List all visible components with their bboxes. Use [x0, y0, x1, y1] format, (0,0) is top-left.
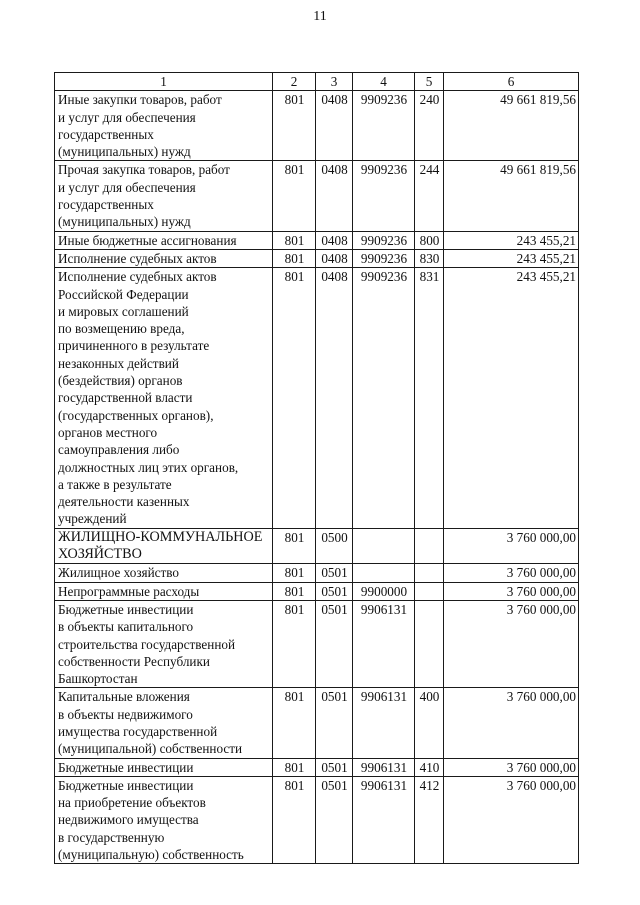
row-expense-type-cell: 400	[415, 688, 444, 758]
row-amount-cell: 3 760 000,00	[444, 776, 579, 863]
row-admin-code-cell: 801	[273, 600, 316, 687]
row-section-code-cell: 0501	[316, 776, 353, 863]
table-row	[55, 161, 579, 231]
column-header-5: 5	[415, 73, 444, 91]
row-name-cell: Бюджетные инвестиции	[55, 758, 273, 776]
row-expense-type-cell: 412	[415, 776, 444, 863]
row-name-cell: ЖИЛИЩНО-КОММУНАЛЬНОЕ ХОЗЯЙСТВО	[55, 528, 273, 564]
row-expense-type-cell: 240	[415, 91, 444, 161]
column-header-2: 2	[273, 73, 316, 91]
row-amount-cell: 3 760 000,00	[444, 582, 579, 600]
row-amount-cell: 3 760 000,00	[444, 688, 579, 758]
table-body	[55, 91, 579, 864]
row-admin-code-cell: 801	[273, 776, 316, 863]
table-row	[55, 231, 579, 249]
row-target-code-cell	[353, 564, 415, 582]
row-amount-cell: 3 760 000,00	[444, 528, 579, 564]
row-name-cell: Исполнение судебных актов	[55, 249, 273, 267]
budget-table	[54, 72, 579, 864]
row-section-code-cell: 0408	[316, 249, 353, 267]
row-expense-type-cell: 244	[415, 161, 444, 231]
row-amount-cell: 243 455,21	[444, 249, 579, 267]
column-header-4: 4	[353, 73, 415, 91]
row-target-code-cell: 9906131	[353, 600, 415, 687]
row-name-cell: Прочая закупка товаров, работ и услуг для обеспечения государственных (муниципальных) нужд	[55, 161, 273, 231]
table-row	[55, 688, 579, 758]
row-expense-type-cell: 830	[415, 249, 444, 267]
row-admin-code-cell: 801	[273, 161, 316, 231]
row-target-code-cell: 9909236	[353, 91, 415, 161]
row-target-code-cell: 9906131	[353, 758, 415, 776]
row-section-code-cell: 0501	[316, 600, 353, 687]
row-admin-code-cell: 801	[273, 91, 316, 161]
row-section-code-cell: 0501	[316, 758, 353, 776]
row-amount-cell: 49 661 819,56	[444, 161, 579, 231]
row-amount-cell: 49 661 819,56	[444, 91, 579, 161]
row-target-code-cell: 9909236	[353, 161, 415, 231]
row-amount-cell: 3 760 000,00	[444, 758, 579, 776]
row-expense-type-cell	[415, 564, 444, 582]
row-admin-code-cell: 801	[273, 231, 316, 249]
row-section-code-cell: 0408	[316, 268, 353, 528]
row-admin-code-cell: 801	[273, 582, 316, 600]
row-admin-code-cell: 801	[273, 564, 316, 582]
row-target-code-cell: 9909236	[353, 268, 415, 528]
row-name-cell: Бюджетные инвестиции на приобретение объектов недвижимого имущества в государственную (муниципальную) собственность	[55, 776, 273, 863]
row-target-code-cell	[353, 528, 415, 564]
row-section-code-cell: 0501	[316, 688, 353, 758]
row-name-cell: Капитальные вложения в объекты недвижимого имущества государственной (муниципальной) собственности	[55, 688, 273, 758]
table-row	[55, 564, 579, 582]
row-expense-type-cell	[415, 582, 444, 600]
row-amount-cell: 3 760 000,00	[444, 600, 579, 687]
row-expense-type-cell	[415, 528, 444, 564]
table-row	[55, 91, 579, 161]
row-section-code-cell: 0408	[316, 161, 353, 231]
row-name-cell: Иные бюджетные ассигнования	[55, 231, 273, 249]
table-row	[55, 249, 579, 267]
row-name-cell: Непрограммные расходы	[55, 582, 273, 600]
row-expense-type-cell: 410	[415, 758, 444, 776]
row-target-code-cell: 9906131	[353, 688, 415, 758]
row-name-cell: Бюджетные инвестиции в объекты капитального строительства государственной собственности Республики Башкортостан	[55, 600, 273, 687]
table-row	[55, 776, 579, 863]
row-amount-cell: 3 760 000,00	[444, 564, 579, 582]
row-target-code-cell: 9906131	[353, 776, 415, 863]
row-admin-code-cell: 801	[273, 249, 316, 267]
row-expense-type-cell: 831	[415, 268, 444, 528]
column-header-3: 3	[316, 73, 353, 91]
row-section-code-cell: 0408	[316, 91, 353, 161]
table-row	[55, 582, 579, 600]
table-row	[55, 600, 579, 687]
row-section-code-cell: 0408	[316, 231, 353, 249]
row-admin-code-cell: 801	[273, 528, 316, 564]
table-row	[55, 758, 579, 776]
table-row	[55, 268, 579, 528]
row-target-code-cell: 9900000	[353, 582, 415, 600]
row-section-code-cell: 0501	[316, 564, 353, 582]
row-section-code-cell: 0500	[316, 528, 353, 564]
row-amount-cell: 243 455,21	[444, 268, 579, 528]
row-target-code-cell: 9909236	[353, 249, 415, 267]
column-header-1: 1	[55, 73, 273, 91]
row-amount-cell: 243 455,21	[444, 231, 579, 249]
row-section-code-cell: 0501	[316, 582, 353, 600]
row-name-cell: Иные закупки товаров, работ и услуг для обеспечения государственных (муниципальных) нужд	[55, 91, 273, 161]
row-admin-code-cell: 801	[273, 688, 316, 758]
row-target-code-cell: 9909236	[353, 231, 415, 249]
row-name-cell: Исполнение судебных актов Российской Федерации и мировых соглашений по возмещению вреда, причиненного в результате незаконных действий (бездействия) органов государственной власти (государственных органов), органов местного самоуправления либо должностных лиц этих органов, а также в результате деятельности казенных учреждений	[55, 268, 273, 528]
column-header-6: 6	[444, 73, 579, 91]
row-admin-code-cell: 801	[273, 758, 316, 776]
row-admin-code-cell: 801	[273, 268, 316, 528]
row-expense-type-cell	[415, 600, 444, 687]
row-expense-type-cell: 800	[415, 231, 444, 249]
header-row	[55, 73, 579, 91]
table-row	[55, 528, 579, 564]
row-name-cell: Жилищное хозяйство	[55, 564, 273, 582]
page-number: 11	[313, 9, 327, 24]
